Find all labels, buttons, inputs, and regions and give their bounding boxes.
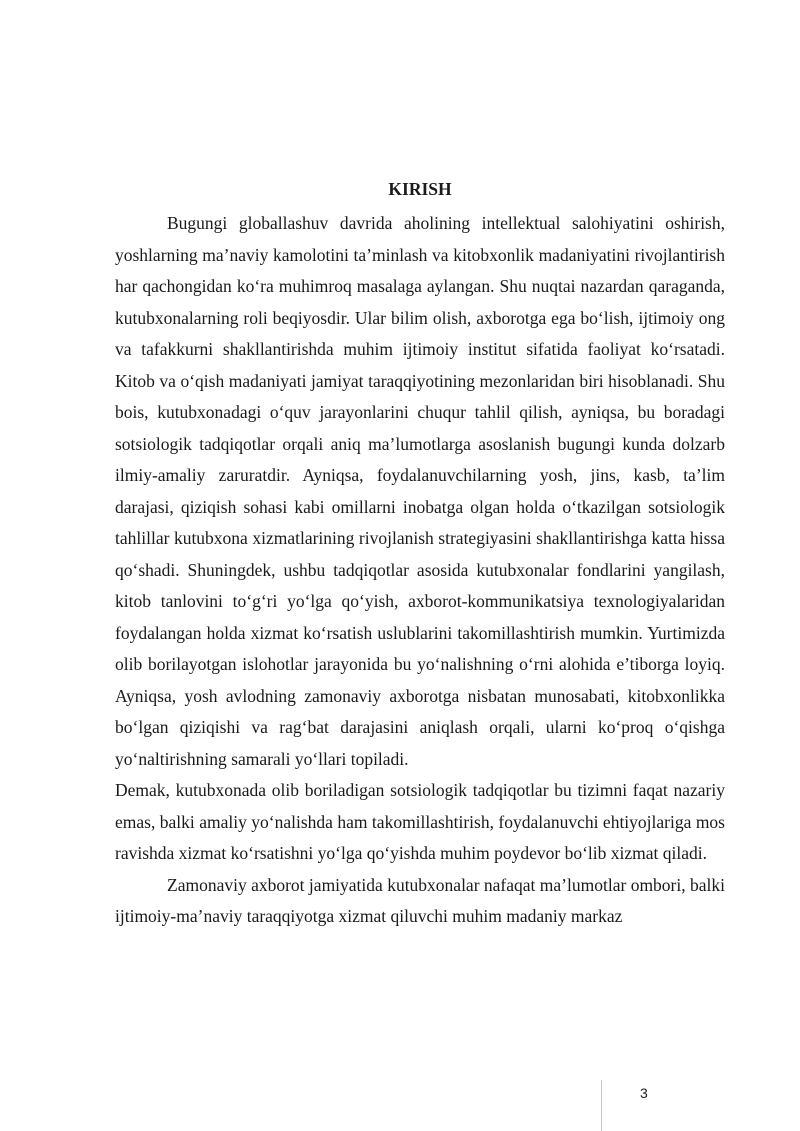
page-title: KIRISH [388, 179, 452, 199]
paragraph-modern-libraries: Zamonaviy axborot jamiyatida kutubxonalar nafaqat ma’lumotlar ombori, balki ijtimoiy-ma’naviy taraqqiyotga xizmat qiluvchi muhim madaniy markaz [115, 874, 725, 926]
paragraph-intro: Bugungi globallashuv davrida aholining intellektual salohiyatini oshirish, yoshlarning ma’naviy kamolotini ta’minlash va kitobxonlik madaniyatini rivojlantirish har qachongidan ko‘ra muhimroq masalaga aylangan. Shu nuqtai nazardan qaraganda, kutubxonalarning roli beqiyosdir. Ular bilim olish, axborotga ega bo‘lish, ijtimoiy ong va tafakkurni shakllantirishda muhim ijtimoiy institut sifatida faoliyat ko‘rsatadi. Kitob va o‘qish madaniyati jamiyat taraqqiyotining mezonlaridan biri hisoblanadi. Shu bois, kutubxonadagi o‘quv jarayonlarini chuqur tahlil qilish, ayniqsa, bu boradagi sotsiologik tadqiqotlar orqali aniq ma’lumotlarga asoslanish bugungi kunda dolzarb ilmiy-amaliy zaruratdir. Ayniqsa, foydalanuvchilarning yosh, jins, kasb, ta’lim darajasi, qiziqish sohasi kabi omillarni inobatga olgan holda o‘tkazilgan sotsiologik tahlillar kutubxona xizmatlarining rivojlanish strategiyasini shakllantirishga katta hissa qo‘shadi. Shuningdek, ushbu tadqiqotlar asosida kutubxonalar fondlarini yangilash, kitob tanlovini to‘g‘ri yo‘lga qo‘yish, axborot-kommunikatsiya texnologiyalaridan foydalangan holda xizmat ko‘rsatish uslublarini takomillashtirish mumkin. Yurtimizda olib borilayotgan islohotlar jarayonida bu yo‘nalishning o‘rni alohida e’tiborga loyiq. Ayniqsa, yosh avlodning zamonaviy axborotga nisbatan munosabati, kitobxonlikka bo‘lgan qiziqishi va rag‘bat darajasini aniqlash orqali, ularni ko‘proq o‘qishga yo‘naltirishning samarali yo‘llari topiladi. [115, 213, 725, 769]
paragraph-conclusion: Demak, kutubxonada olib boriladigan sotsiologik tadqiqotlar bu tizimni faqat nazariy emas, balki amaliy yo‘nalishda ham takomillashtirish, foydalanuvchi ehtiyojlariga mos ravishda xizmat ko‘rsatishni yo‘lga qo‘yishda muhim poydevor bo‘lib xizmat qiladi. [115, 780, 725, 863]
page-number-divider [601, 1080, 602, 1131]
body-text [115, 208, 725, 933]
page-number: 3 [640, 1085, 648, 1101]
